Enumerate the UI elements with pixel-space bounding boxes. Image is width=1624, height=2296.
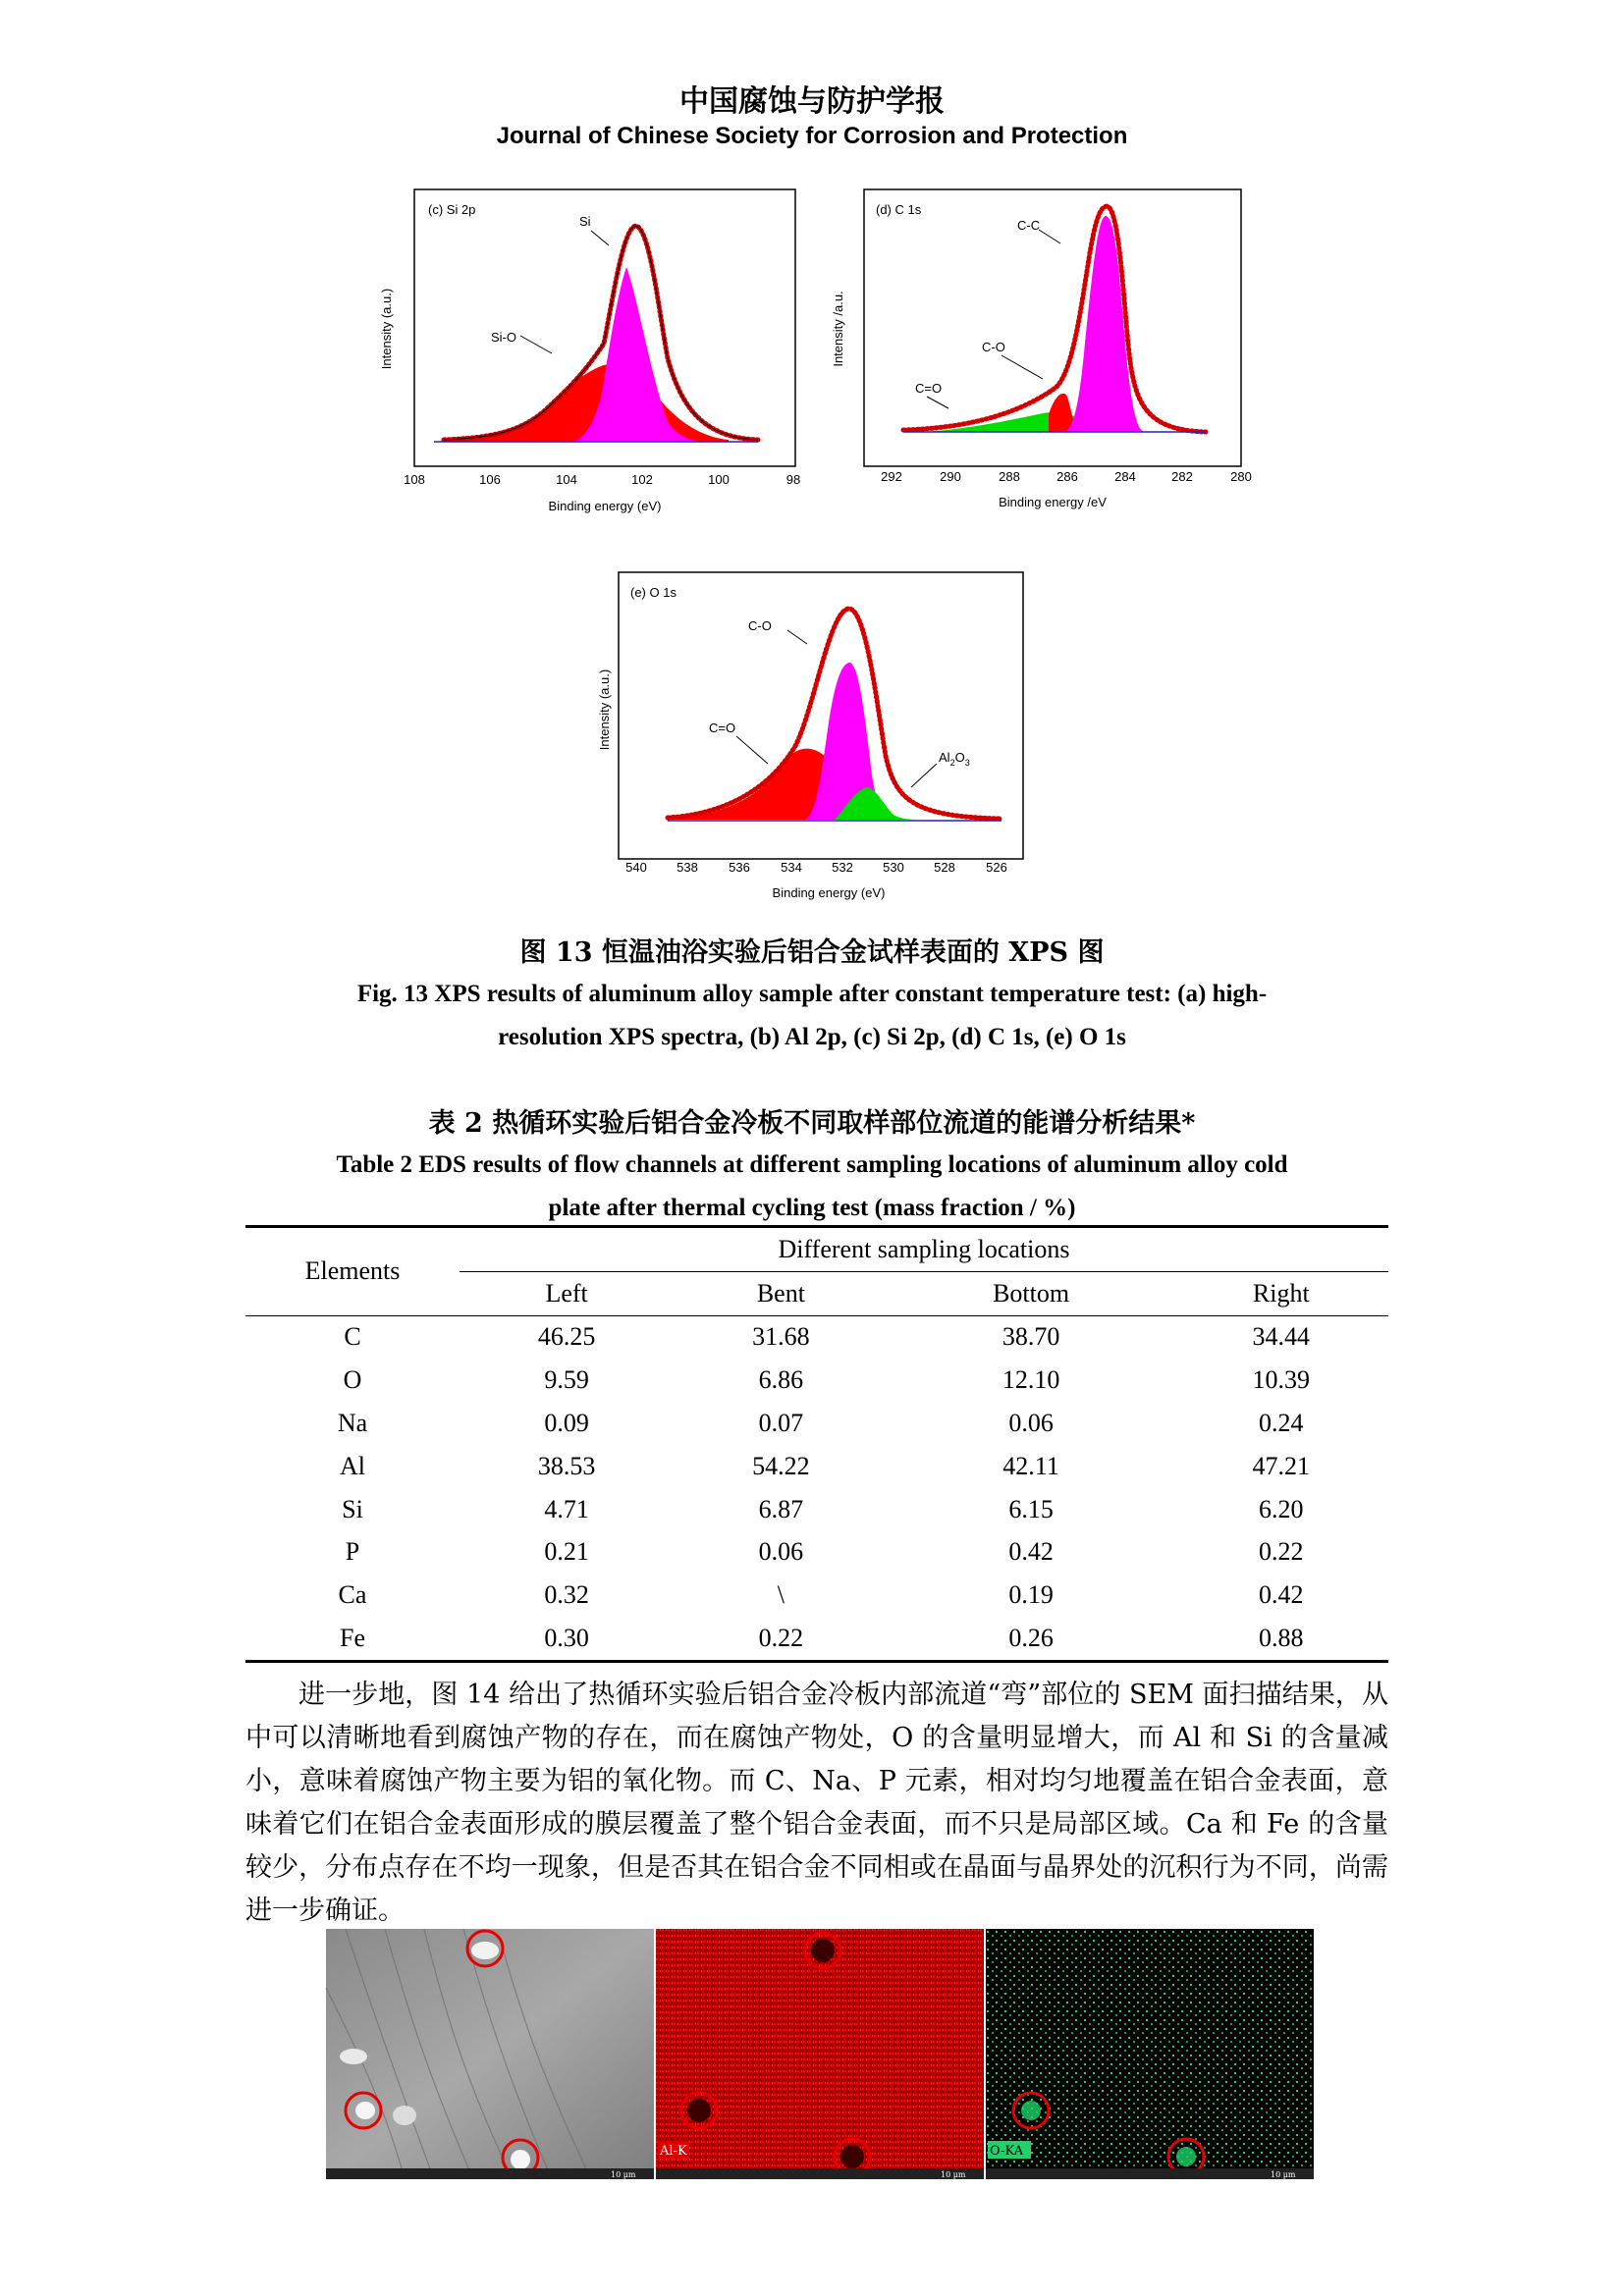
cell-value: 9.59 bbox=[544, 1365, 589, 1395]
cell-element: Al bbox=[340, 1451, 365, 1480]
svg-text:540: 540 bbox=[625, 860, 647, 875]
svg-text:538: 538 bbox=[677, 860, 698, 875]
figure-13-caption-cn: 图 13 恒温油浴实验后铝合金试样表面的 XPS 图 bbox=[519, 937, 1105, 968]
figure-13-caption-en-line1: Fig. 13 XPS results of aluminum alloy sample after constant temperature test: (a) high- bbox=[356, 981, 1268, 1007]
cell-value: 12.10 bbox=[1001, 1365, 1060, 1395]
svg-text:280: 280 bbox=[1230, 469, 1252, 484]
x-tick-labels bbox=[881, 469, 1252, 484]
x-tick-labels bbox=[625, 860, 1007, 875]
cell-value: 0.32 bbox=[544, 1580, 589, 1610]
svg-text:100: 100 bbox=[708, 472, 730, 487]
cell-value: 0.42 bbox=[1259, 1580, 1304, 1610]
cell-value: 46.25 bbox=[460, 1315, 674, 1359]
cell-value: 0.22 bbox=[1259, 1537, 1304, 1567]
svg-text:532: 532 bbox=[832, 860, 853, 875]
xps-figure-si2p bbox=[373, 187, 805, 534]
cell-element: P bbox=[345, 1537, 360, 1567]
x-axis-label: Binding energy (eV) bbox=[548, 499, 662, 513]
table-row bbox=[245, 1531, 1388, 1575]
cell-value: 0.07 bbox=[758, 1409, 804, 1438]
cell-value: 0.88 bbox=[1174, 1617, 1388, 1661]
svg-text:282: 282 bbox=[1171, 469, 1193, 484]
x-axis-label: Binding energy /eV bbox=[999, 495, 1107, 509]
cell-element: Na bbox=[337, 1409, 368, 1438]
cell-value: 6.86 bbox=[758, 1365, 804, 1395]
cell-value: 0.06 bbox=[758, 1537, 804, 1567]
journal-title-cn: 中国腐蚀与防护学报 bbox=[679, 84, 945, 119]
cell-value: 38.70 bbox=[889, 1315, 1174, 1359]
eds-map-al bbox=[656, 1929, 984, 2179]
cell-value: 0.09 bbox=[544, 1409, 589, 1438]
svg-text:526: 526 bbox=[986, 860, 1007, 875]
peak-label-c-o: C-O bbox=[748, 618, 772, 633]
table-2-caption-en-line2: plate after thermal cycling test (mass fraction / %) bbox=[548, 1195, 1076, 1221]
peak-label-c-o: C-O bbox=[982, 340, 1005, 354]
svg-text:530: 530 bbox=[883, 860, 904, 875]
svg-text:98: 98 bbox=[785, 472, 801, 487]
svg-text:528: 528 bbox=[934, 860, 955, 875]
cell-value: 6.15 bbox=[1008, 1494, 1054, 1523]
scale-bar-label: 10 μm bbox=[941, 2170, 966, 2179]
cell-value: 34.44 bbox=[1174, 1315, 1388, 1359]
table-header-group: Different sampling locations bbox=[460, 1227, 1388, 1272]
svg-text:108: 108 bbox=[404, 472, 425, 487]
map-label-o: O-KA bbox=[990, 2144, 1024, 2159]
cell-value: 31.68 bbox=[674, 1315, 888, 1359]
cell-value: 54.22 bbox=[752, 1451, 810, 1480]
eds-map-o bbox=[986, 1929, 1314, 2179]
y-axis-label: Intensity /a.u. bbox=[831, 291, 845, 367]
scale-bar-label: 10 μm bbox=[1271, 2170, 1296, 2179]
svg-text:292: 292 bbox=[881, 469, 902, 484]
eds-results-table bbox=[245, 1225, 1388, 1663]
cell-element: Ca bbox=[338, 1580, 367, 1610]
x-axis-label: Binding energy (eV) bbox=[772, 885, 886, 900]
table-row bbox=[245, 1359, 1388, 1402]
panel-label: (d) C 1s bbox=[876, 202, 922, 217]
cell-value: 0.19 bbox=[1008, 1580, 1054, 1610]
peak-label-si: Si bbox=[579, 214, 591, 229]
journal-title-en: Journal of Chinese Society for Corrosion and Protection bbox=[496, 123, 1128, 149]
cell-value: 0.21 bbox=[544, 1537, 589, 1567]
svg-text:536: 536 bbox=[729, 860, 750, 875]
xps-figure-c1s bbox=[825, 187, 1257, 529]
table-row bbox=[245, 1488, 1388, 1531]
table-row bbox=[245, 1445, 1388, 1488]
scale-bar-label: 10 μm bbox=[611, 2170, 636, 2179]
cell-value: 0.26 bbox=[889, 1617, 1174, 1661]
cell-value: 6.87 bbox=[758, 1494, 804, 1523]
table-header-right: Right bbox=[1252, 1278, 1310, 1308]
cell-value: 0.42 bbox=[1008, 1537, 1054, 1567]
svg-text:286: 286 bbox=[1056, 469, 1078, 484]
table-header-left: Left bbox=[545, 1278, 588, 1308]
cell-element: O bbox=[343, 1365, 362, 1395]
peak-label-si-o: Si-O bbox=[491, 330, 516, 345]
cell-value: 4.71 bbox=[544, 1494, 589, 1523]
cell-element: Si bbox=[342, 1494, 363, 1523]
cell-value: 10.39 bbox=[1252, 1365, 1311, 1395]
cell-value: 42.11 bbox=[1002, 1451, 1059, 1480]
svg-text:104: 104 bbox=[556, 472, 577, 487]
table-2-caption-en-line1: Table 2 EDS results of flow channels at different sampling locations of aluminum alloy cold bbox=[336, 1151, 1288, 1178]
cell-value: 6.20 bbox=[1259, 1494, 1304, 1523]
cell-value: \ bbox=[777, 1580, 785, 1610]
cell-value: 0.30 bbox=[460, 1617, 674, 1661]
cell-value: 0.24 bbox=[1259, 1409, 1304, 1438]
table-row bbox=[245, 1315, 1388, 1359]
svg-text:534: 534 bbox=[781, 860, 802, 875]
peak-label-al2o3: $Al_2O_3$ bbox=[939, 750, 970, 768]
cell-value: 0.22 bbox=[674, 1617, 888, 1661]
cell-value: 47.21 bbox=[1252, 1451, 1311, 1480]
cell-element: Fe bbox=[245, 1617, 460, 1661]
map-label-al: Al-K bbox=[660, 2144, 687, 2159]
figure-13-caption-en-line2: resolution XPS spectra, (b) Al 2p, (c) Si 2p, (d) C 1s, (e) O 1s bbox=[498, 1024, 1126, 1050]
panel-label: (c) Si 2p bbox=[428, 202, 476, 217]
peak-label-c-c: C-C bbox=[1017, 218, 1041, 233]
cell-value: 38.53 bbox=[537, 1451, 596, 1480]
body-paragraph: 进一步地，图 14 给出了热循环实验后铝合金冷板内部流道“弯”部位的 SEM 面扫描结果，从中可以清晰地看到腐蚀产物的存在，而在腐蚀产物处，O 的含量明显增大，而 Al 和 Si 的含量减小，意味着腐蚀产物主要为铝的氧化物。而 C、Na、P 元素，相对均匀地覆盖在铝合金表面，意味着它们在铝合金表面形成的膜层覆盖了整个铝合金表面，而不只是局部区域。Ca 和 Fe 的含量较少，分布点存在不均一现象，但是否其在铝合金不同相或在晶面与晶界处的沉积行为不同，尚需进一步确证。 bbox=[245, 1680, 1388, 1926]
x-tick-labels bbox=[404, 472, 800, 487]
table-header-bent: Bent bbox=[756, 1278, 805, 1308]
table-2-caption-cn: 表 2 热循环实验后铝合金冷板不同取样部位流道的能谱分析结果* bbox=[428, 1108, 1196, 1139]
y-axis-label: Intensity (a.u.) bbox=[597, 668, 612, 751]
cell-value: 0.06 bbox=[1008, 1409, 1054, 1438]
cell-element: C bbox=[245, 1315, 460, 1359]
svg-text:106: 106 bbox=[479, 472, 501, 487]
xps-figure-o1s bbox=[599, 569, 1031, 912]
svg-text:288: 288 bbox=[999, 469, 1020, 484]
peak-label-c-eq-o: C=O bbox=[915, 381, 943, 396]
table-row bbox=[245, 1574, 1388, 1617]
svg-text:290: 290 bbox=[940, 469, 961, 484]
y-axis-label: Intensity (a.u.) bbox=[379, 288, 394, 370]
table-row bbox=[245, 1617, 1388, 1661]
table-header-elements: Elements bbox=[245, 1227, 460, 1316]
svg-text:102: 102 bbox=[631, 472, 653, 487]
panel-label: (e) O 1s bbox=[630, 585, 677, 600]
table-row bbox=[245, 1402, 1388, 1445]
svg-text:284: 284 bbox=[1114, 469, 1136, 484]
peak-label-c-eq-o: C=O bbox=[709, 721, 736, 735]
sem-image bbox=[326, 1929, 654, 2179]
table-header-bottom: Bottom bbox=[993, 1278, 1070, 1308]
